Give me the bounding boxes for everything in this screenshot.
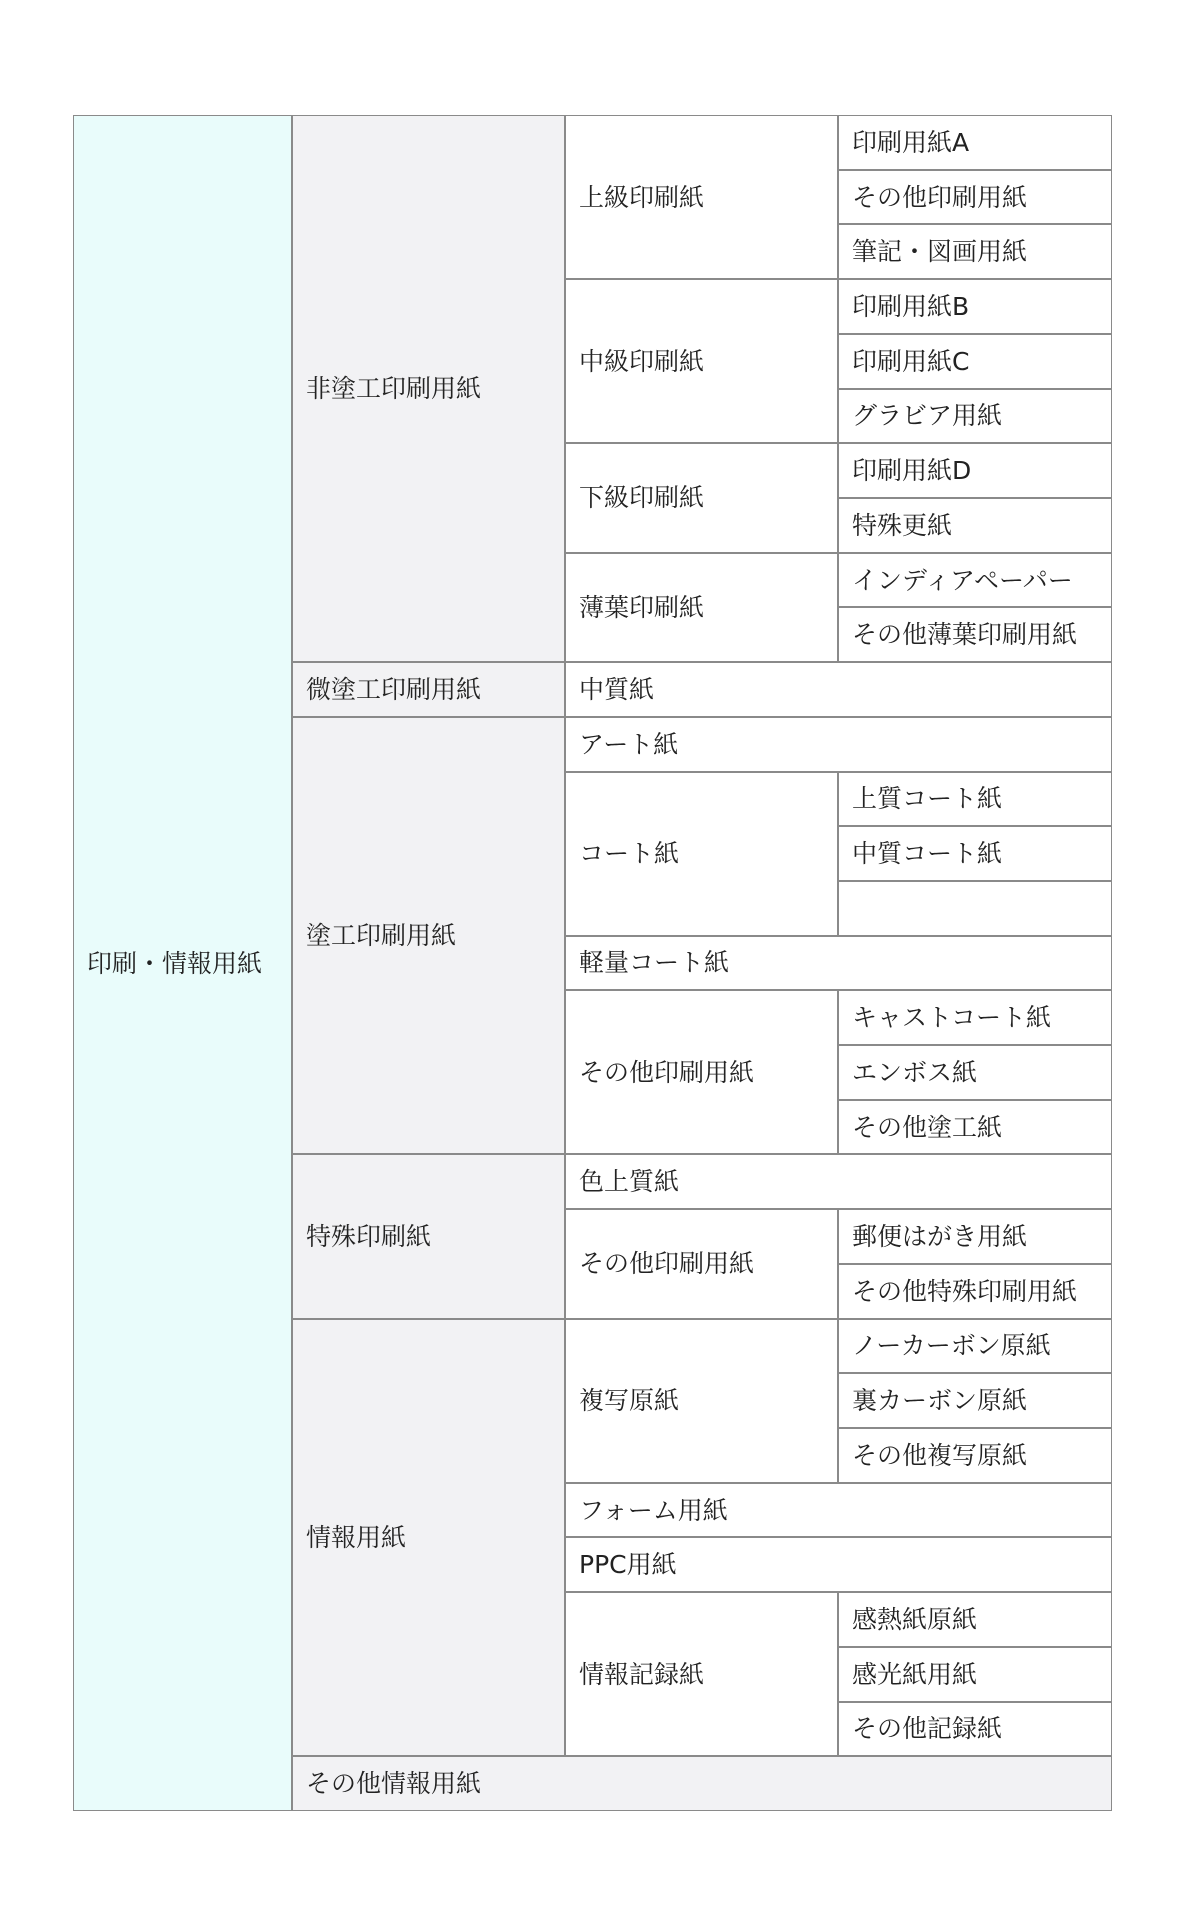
group-cell: フォーム用紙 [565, 1483, 1112, 1538]
item-cell: 筆記・図画用紙 [838, 224, 1112, 279]
item-cell: その他印刷用紙 [838, 170, 1112, 225]
item-cell: ノーカーボン原紙 [838, 1319, 1112, 1374]
item-cell: エンボス紙 [838, 1045, 1112, 1100]
group-cell: 中級印刷紙 [565, 279, 838, 443]
item-cell: 感光紙用紙 [838, 1647, 1112, 1702]
group-cell: 下級印刷紙 [565, 443, 838, 552]
group-cell: 上級印刷紙 [565, 115, 838, 279]
item-cell: インディアペーパー [838, 553, 1112, 608]
item-cell: 郵便はがき用紙 [838, 1209, 1112, 1264]
item-cell: 印刷用紙D [838, 443, 1112, 498]
category-cell: 印刷・情報用紙 [73, 115, 292, 1811]
item-cell: その他複写原紙 [838, 1428, 1112, 1483]
group-cell: 薄葉印刷紙 [565, 553, 838, 662]
subcategory-cell: 塗工印刷用紙 [292, 717, 565, 1155]
subcategory-cell: 特殊印刷紙 [292, 1154, 565, 1318]
group-cell: 軽量コート紙 [565, 936, 1112, 991]
item-cell: グラビア用紙 [838, 389, 1112, 444]
item-cell: 中質コート紙 [838, 826, 1112, 881]
item-cell: 印刷用紙B [838, 279, 1112, 334]
item-cell: 印刷用紙C [838, 334, 1112, 389]
group-cell: PPC用紙 [565, 1537, 1112, 1592]
classification-table [73, 115, 1112, 1811]
item-cell [838, 881, 1112, 936]
group-cell: 複写原紙 [565, 1319, 838, 1483]
group-cell: 中質紙 [565, 662, 1112, 717]
subcategory-cell: 情報用紙 [292, 1319, 565, 1757]
group-cell: 情報記録紙 [565, 1592, 838, 1756]
subcategory-cell: その他情報用紙 [292, 1756, 1112, 1811]
subcategory-cell: 微塗工印刷用紙 [292, 662, 565, 717]
item-cell: 特殊更紙 [838, 498, 1112, 553]
group-cell: アート紙 [565, 717, 1112, 772]
group-cell: その他印刷用紙 [565, 1209, 838, 1318]
item-cell: 感熱紙原紙 [838, 1592, 1112, 1647]
item-cell: その他塗工紙 [838, 1100, 1112, 1155]
item-cell: その他薄葉印刷用紙 [838, 607, 1112, 662]
item-cell: 印刷用紙A [838, 115, 1112, 170]
group-cell: 色上質紙 [565, 1154, 1112, 1209]
item-cell: その他記録紙 [838, 1702, 1112, 1757]
item-cell: 裏カーボン原紙 [838, 1373, 1112, 1428]
group-cell: その他印刷用紙 [565, 990, 838, 1154]
group-cell: コート紙 [565, 772, 838, 936]
item-cell: キャストコート紙 [838, 990, 1112, 1045]
item-cell: その他特殊印刷用紙 [838, 1264, 1112, 1319]
item-cell: 上質コート紙 [838, 772, 1112, 827]
subcategory-cell: 非塗工印刷用紙 [292, 115, 565, 662]
